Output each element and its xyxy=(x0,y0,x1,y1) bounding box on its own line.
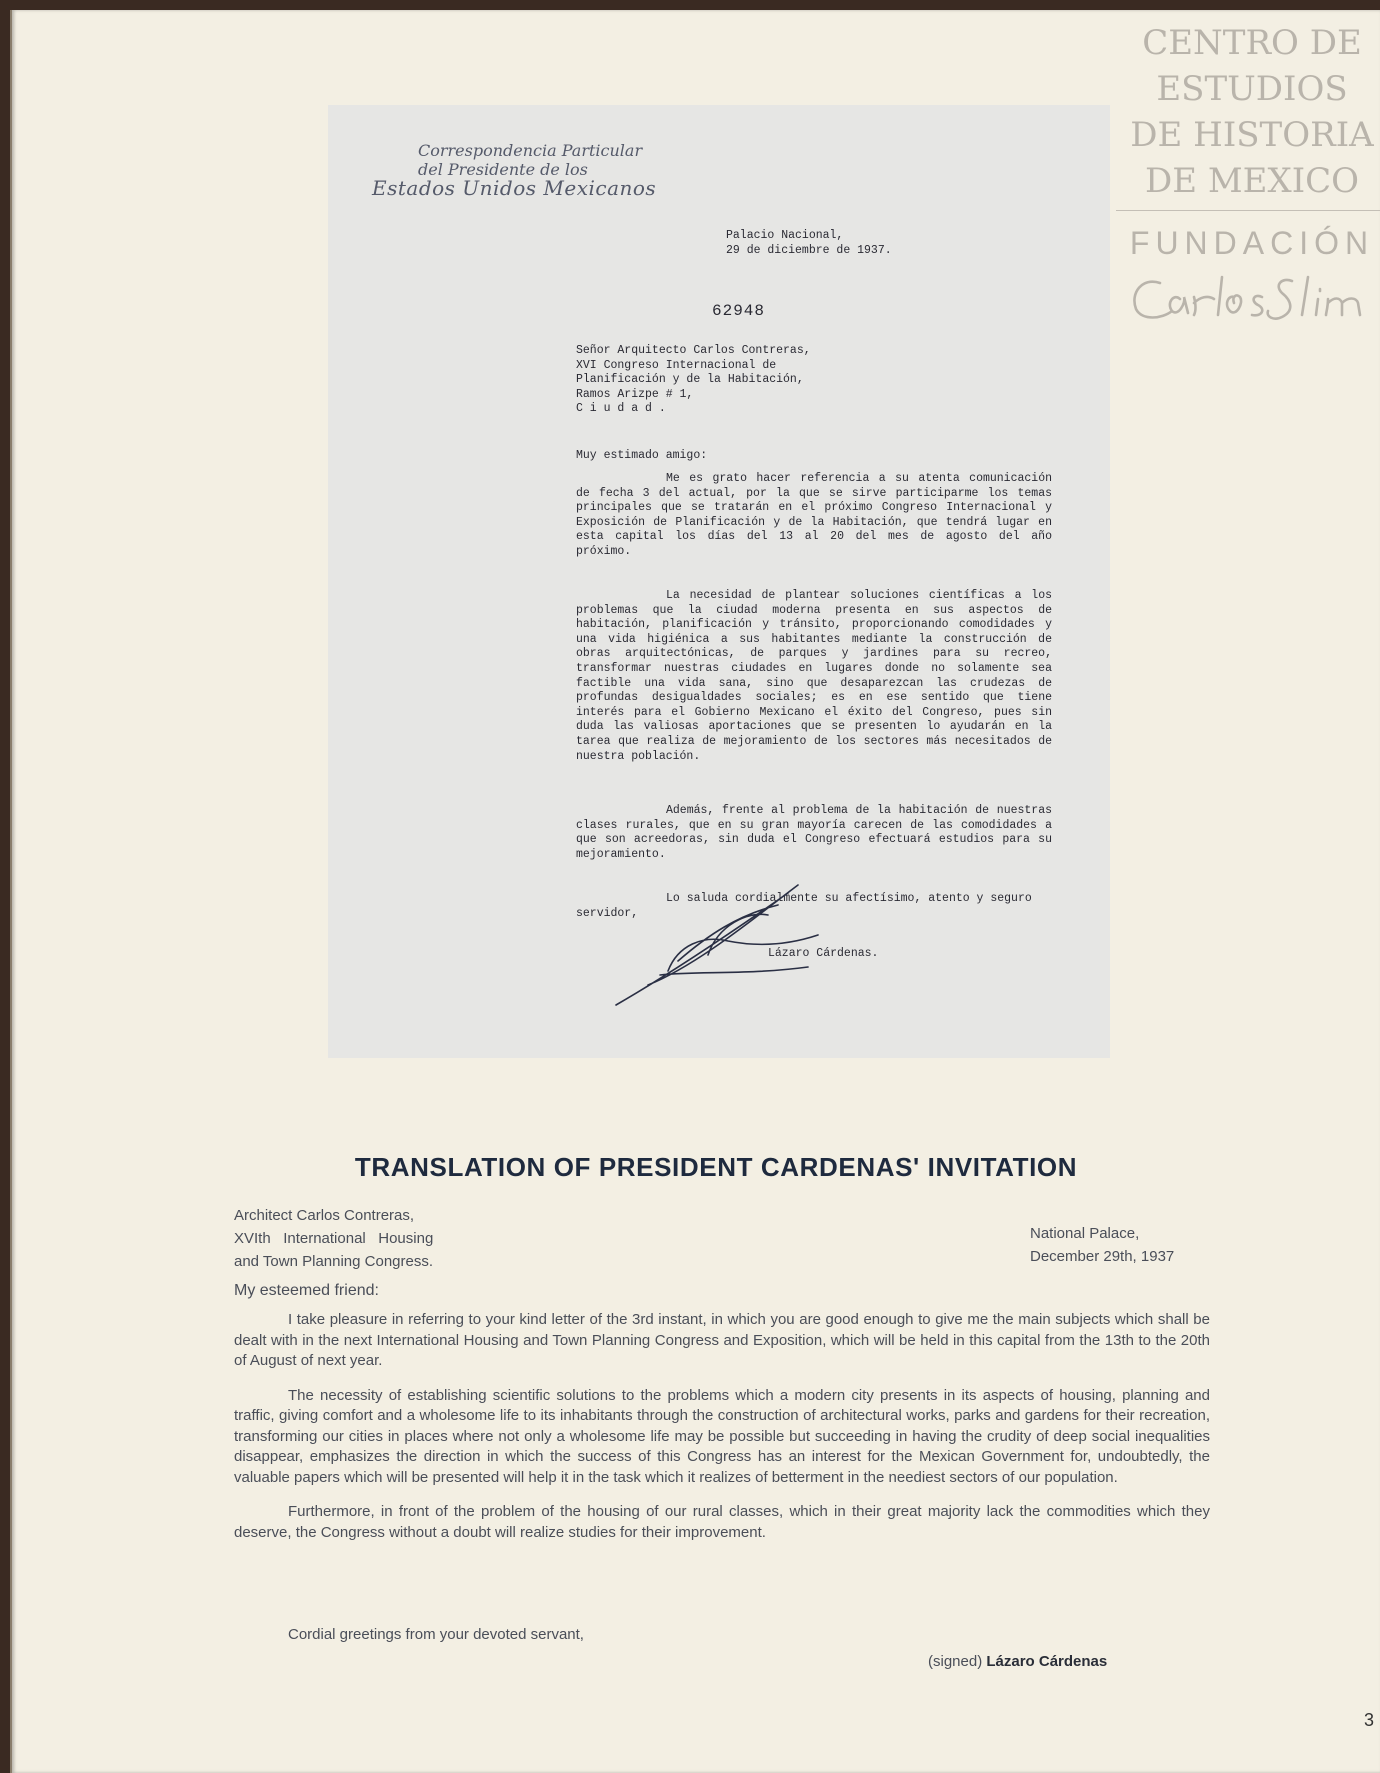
letter-place: Palacio Nacional, xyxy=(726,229,844,242)
watermark-foundation: FUNDACIÓN xyxy=(1129,225,1375,261)
letter-place-date xyxy=(726,229,892,258)
watermark-line: ESTUDIOS xyxy=(1156,69,1348,109)
carlos-slim-signature-logo xyxy=(1122,263,1380,333)
letter-paragraph-text: Además, frente al problema de la habitación de nuestras clases rurales, que en su gran mayoría carecen de las comodidades a que son acreedoras, sin duda el Congreso efectuará estudios para su mejoramiento. xyxy=(576,804,1052,861)
translation-body xyxy=(234,1310,1210,1557)
recipient-line: XVIth International Housing xyxy=(234,1230,434,1247)
letterhead xyxy=(372,141,692,198)
letterhead-line-1: Correspondencia Particular xyxy=(418,141,643,160)
translation-paragraph: Furthermore, in front of the problem of the housing of our rural classes, which in their great majority lack the commodities which they deserve, the Congress without a doubt will realize studies for their improvement. xyxy=(234,1503,1210,1541)
addressee-line: Ramos Arizpe # 1, xyxy=(576,387,694,401)
letterhead-line-3: Estados Unidos Mexicanos xyxy=(372,176,657,200)
translation-paragraph: The necessity of establishing scientific solutions to the problems which a modern city presents in its aspects of housing, planning and traffic, giving comfort and a wholesome life to its inhabitants through the construction of architectural works, parks and gardens for their recreation, transforming our cities in places where not only a wholesome life may be possible but succeeding in having the crudity of deep social inequalities disappear, emphasizes the direction in which the success of this Congress has an interest for the Mexican Government for, undoubtedly, the valuable papers which will be presented will help it in the task which it realizes of betterment in the neediest sectors of our population. xyxy=(234,1386,1210,1486)
watermark-line: DE MEXICO xyxy=(1144,161,1360,201)
translation-paragraph: I take pleasure in referring to your kind letter of the 3rd instant, in which you are good enough to give me the main subjects which shall be dealt with in the next International Housing and Town Planning Congress and Exposition, which will be held in this capital from the 13th to the 20th of August of next year. xyxy=(234,1311,1210,1369)
letterhead-line-2: del Presidente de los xyxy=(418,160,588,179)
addressee-line: Señor Arquitecto Carlos Contreras, xyxy=(576,344,811,357)
letter-date: 29 de diciembre de 1937. xyxy=(726,243,892,257)
translation-closing: Cordial greetings from your devoted servant, xyxy=(288,1626,584,1643)
letter-paragraph-text: Me es grato hacer referencia a su atenta comunicación de fecha 3 del actual, por la que se sirve participarme los temas principales que se tratarán en el próximo Congreso Internacional y Exposición de Planificación y de la Habitación, que tendrá lugar en esta capital los días del 13 al 20 del mes de agosto del año próximo. xyxy=(576,472,1052,558)
letter-paragraph-2 xyxy=(576,589,1052,764)
translation-greeting: My esteemed friend: xyxy=(234,1282,379,1299)
handwritten-signature xyxy=(608,875,848,1015)
archive-watermark xyxy=(1112,20,1380,333)
recipient-line: Architect Carlos Contreras, xyxy=(234,1207,415,1224)
watermark-line: CENTRO DE xyxy=(1142,23,1362,63)
translation-place-date xyxy=(1030,1222,1174,1268)
signed-prefix: (signed) xyxy=(928,1653,987,1670)
addressee-line: C i u d a d . xyxy=(576,402,666,416)
translation-recipient xyxy=(234,1204,433,1273)
page-number: 3 xyxy=(1364,1710,1375,1730)
letter-signature-name: Lázaro Cárdenas. xyxy=(768,947,879,960)
translation-date: December 29th, 1937 xyxy=(1030,1248,1175,1265)
letter-addressee xyxy=(576,344,811,417)
watermark-line: DE HISTORIA xyxy=(1130,115,1374,155)
addressee-line: Planificación y de la Habitación, xyxy=(576,373,804,387)
translation-title: TRANSLATION OF PRESIDENT CARDENAS' INVITATION xyxy=(354,1152,1078,1182)
letter-paragraph-3 xyxy=(576,804,1052,862)
letter-greeting: Muy estimado amigo: xyxy=(576,449,708,462)
translation-place: National Palace, xyxy=(1030,1225,1140,1242)
signed-name: Lázaro Cárdenas xyxy=(986,1653,1108,1670)
recipient-line: and Town Planning Congress. xyxy=(234,1253,434,1270)
watermark-divider xyxy=(1116,210,1380,211)
document-page xyxy=(12,10,1380,1773)
translation-signature xyxy=(928,1653,1107,1670)
letter-closing-text: Lo saluda cordialmente su afectísimo, atento y seguro servidor, xyxy=(576,892,1032,920)
letter-paragraph-text: La necesidad de plantear soluciones científicas a los problemas que la ciudad moderna presenta en sus aspectos de habitación, planificación y tránsito, proporcionando comodidades y una vida higiénica a sus habitantes mediante la construcción de obras arquitectónicas, de parques y jardines para su recreo, transformar nuestras ciudades en lugares donde no solamente sea factible una vida sana, sino que desaparezcan las crudezas de profundas desigualdades sociales; es en ese sentido que tiene interés para el Gobierno Mexicano el éxito del Congreso, pues sin duda las valiosas aportaciones que se presenten lo ayudarán en la tarea que realiza de mejoramiento de los sectores más necesitados de nuestra población. xyxy=(576,589,1052,763)
addressee-line: XVI Congreso Internacional de xyxy=(576,358,777,372)
watermark-signature xyxy=(1112,263,1380,333)
letter-paragraph-1 xyxy=(576,472,1052,560)
original-letter xyxy=(328,105,1110,1058)
reference-number: 62948 xyxy=(712,302,766,320)
